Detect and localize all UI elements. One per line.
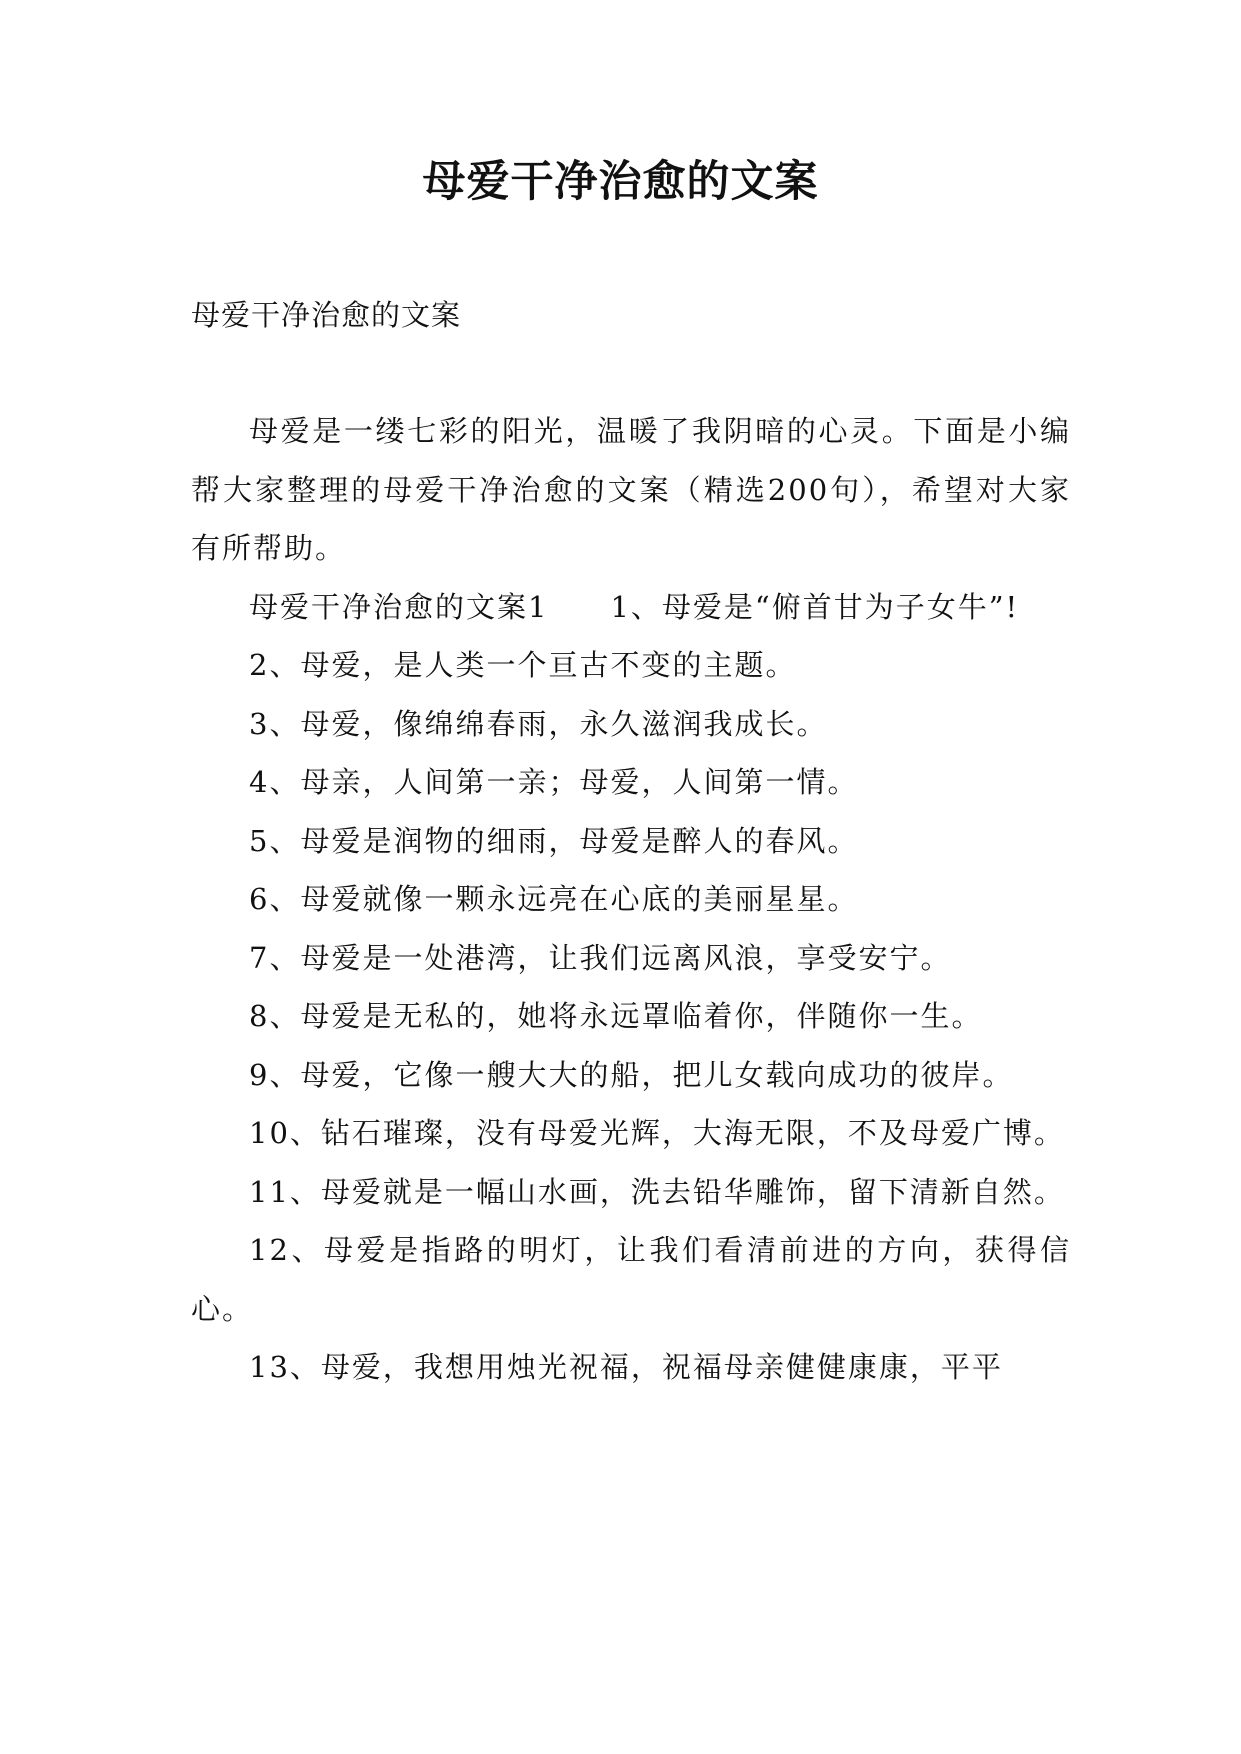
list-item: 13、母爱，我想用烛光祝福，祝福母亲健健康康，平平: [249, 1350, 1003, 1384]
list-item: 9、母爱，它像一艘大大的船，把儿女载向成功的彼岸。: [249, 1057, 1014, 1092]
list-item: 4、母亲，人间第一亲；母爱，人间第一情。: [249, 765, 859, 799]
list-item: 5、母爱是润物的细雨，母爱是醉人的春风。: [249, 823, 859, 858]
section-heading-paragraph: 母爱干净治愈的文案1 1、母爱是“俯首甘为子女牛”!: [249, 589, 1020, 624]
list-item: 2、母爱，是人类一个亘古不变的主题。: [249, 648, 797, 682]
document-title: 母爱干净治愈的文案: [422, 157, 819, 207]
list-item: 12、母爱是指路的明灯，让我们看清前进的方向，获得信心。: [191, 1233, 1071, 1326]
list-item: 6、母爱就像一颗永远亮在心底的美丽星星。: [249, 882, 859, 916]
document-subtitle: 母爱干净治愈的文案: [191, 298, 462, 332]
list-item: 8、母爱是无私的，她将永远罩临着你，伴随你一生。: [249, 999, 983, 1033]
list-item: 10、钻石璀璨，没有母爱光辉，大海无限，不及母爱广博。: [249, 1116, 1065, 1150]
intro-paragraph: 母爱是一缕七彩的阳光，温暖了我阴暗的心灵。下面是小编帮大家整理的母爱干净治愈的文案（精选200句），希望对大家有所帮助。: [191, 414, 1071, 565]
list-item: 7、母爱是一处港湾，让我们远离风浪，享受安宁。: [249, 940, 952, 975]
list-item: 3、母爱，像绵绵春雨，永久滋润我成长。: [249, 706, 828, 741]
document-body: [191, 402, 1071, 1397]
list-item: 11、母爱就是一幅山水画，洗去铅华雕饰，留下清新自然。: [249, 1174, 1065, 1209]
